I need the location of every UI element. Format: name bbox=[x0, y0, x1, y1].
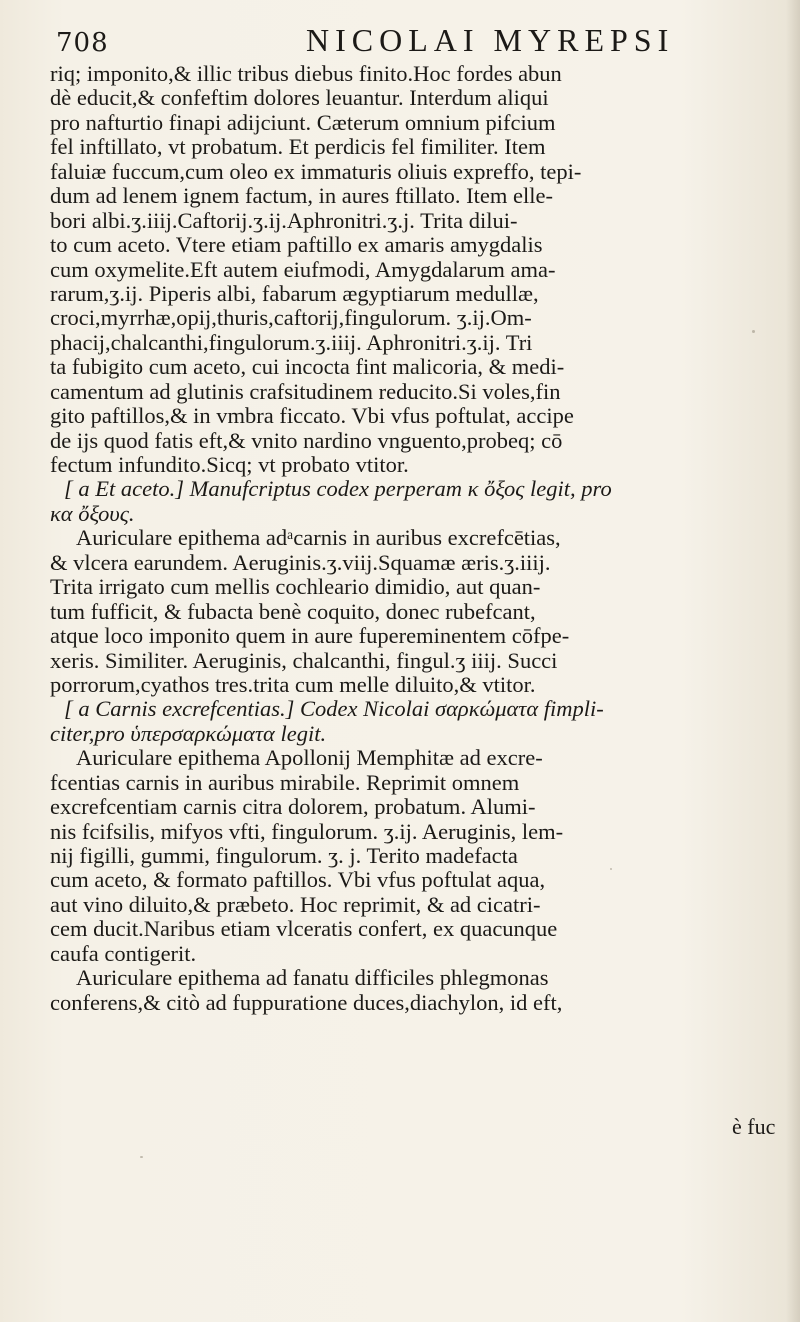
text-line: [ a Carnis excrefcentias.] Codex Nicolai σαρκώματα fimpli- bbox=[64, 696, 604, 722]
ink-speck bbox=[752, 330, 755, 333]
text-line: cem ducit.Naribus etiam vlceratis confert, ex quacunque bbox=[50, 916, 558, 942]
page-header bbox=[56, 22, 776, 62]
text-line: fcentias carnis in auribus mirabile. Reprimit omnem bbox=[50, 769, 520, 795]
text-line: camentum ad glutinis crafsitudinem reducito.Si voles,fin bbox=[50, 378, 561, 404]
text-body bbox=[50, 62, 770, 1015]
text-line: atque loco imponito quem in aure fupereminentem cōfpe- bbox=[50, 623, 570, 649]
text-line: fel inftillato, vt probatum. Et perdicis fel fimiliter. Item bbox=[50, 134, 546, 160]
text-line: Auriculare epithema Apollonij Memphitæ ad excre- bbox=[76, 745, 543, 771]
text-line: riq; imponito,& illic tribus diebus finito.Hoc fordes abun bbox=[50, 61, 562, 86]
text-line: caufa contigerit. bbox=[50, 940, 197, 966]
text-line: Auriculare epithema ad fanatu difficiles phlegmonas bbox=[76, 965, 549, 991]
ink-speck bbox=[140, 1156, 143, 1158]
text-line: cum oxymelite.Eft autem eiufmodi, Amygdalarum ama- bbox=[50, 256, 556, 282]
text-line: excrefcentiam carnis citra dolorem, probatum. Alumi- bbox=[50, 794, 536, 820]
text-line: fectum infundito.Sicq; vt probato vtitor. bbox=[50, 452, 409, 477]
text-line: Auriculare epithema adᵃcarnis in auribus excrefcētias, bbox=[76, 525, 561, 551]
text-line: & vlcera earundem. Aeruginis.ʒ.viij.Squamæ æris.ʒ.iiij. bbox=[50, 549, 551, 575]
text-line: citer,pro ὑπερσαρκώματα legit. bbox=[50, 720, 327, 746]
text-line: nij figilli, gummi, fingulorum. ʒ. j. Terito madefacta bbox=[50, 843, 518, 868]
text-line: tum fufficit, & fubacta benè coquito, donec rubefcant, bbox=[50, 598, 536, 624]
text-line: rarum,ʒ.ij. Piperis albi, fabarum ægyptiarum medullæ, bbox=[50, 280, 539, 306]
text-line: dè educit,& confeftim dolores leuantur. Interdum aliqui bbox=[50, 85, 549, 111]
text-line: to cum aceto. Vtere etiam paftillo ex amaris amygdalis bbox=[50, 232, 543, 258]
text-line: porrorum,cyathos tres.trita cum melle diluito,& vtitor. bbox=[50, 671, 536, 697]
text-line: dum ad lenem ignem factum, in aures ftillato. Item elle- bbox=[50, 183, 553, 209]
text-line: cum aceto, & formato paftillos. Vbi vfus poftulat aqua, bbox=[50, 867, 546, 893]
text-line: [ a Et aceto.] Manufcriptus codex perperam κ ὄξος legit, pro bbox=[64, 476, 612, 502]
text-line: croci,myrrhæ,opij,thuris,caftorij,fingulorum. ʒ.ij.Om- bbox=[50, 305, 532, 331]
text-line: pro nafturtio finapi adijciunt. Cæterum omnium pifcium bbox=[50, 109, 556, 135]
running-head: NICOLAI MYREPSI bbox=[306, 22, 675, 58]
text-line: faluiæ fuccum,cum oleo ex immaturis oliuis expreffo, tepi- bbox=[50, 158, 582, 184]
folio-number: 708 bbox=[56, 28, 109, 58]
ink-speck bbox=[610, 868, 612, 870]
text-line: Trita irrigato cum mellis cochleario dimidio, aut quan- bbox=[50, 574, 541, 600]
text-line: phacij,chalcanthi,fingulorum.ʒ.iiij. Aphronitri.ʒ.ij. Tri bbox=[50, 329, 533, 355]
text-line: ta fubigito cum aceto, cui incocta fint malicoria, & medi- bbox=[50, 354, 565, 380]
text-line: nis fcifsilis, mifyos vfti, fingulorum. ʒ.ij. Aeruginis, lem- bbox=[50, 818, 564, 844]
text-line: xeris. Similiter. Aeruginis, chalcanthi, fingul.ʒ iiij. Succi bbox=[50, 647, 558, 673]
page-edge-shadow bbox=[786, 0, 800, 1322]
text-line: bori albi.ʒ.iiij.Caftorij.ʒ.ij.Aphronitri.ʒ.j. Trita dilui- bbox=[50, 207, 518, 233]
text-line: conferens,& citò ad fuppuratione duces,diachylon, id eft, bbox=[50, 989, 563, 1015]
catchword: è fuc bbox=[732, 1114, 776, 1139]
text-line: κα ὄξους. bbox=[50, 500, 135, 526]
text-line: aut vino diluito,& præbeto. Hoc reprimit, & ad cicatri- bbox=[50, 891, 541, 917]
text-line: de ijs quod fatis eft,& vnito nardino vnguento,probeq; cō bbox=[50, 427, 563, 453]
text-line: gito paftillos,& in vmbra ficcato. Vbi vfus poftulat, accipe bbox=[50, 403, 574, 429]
